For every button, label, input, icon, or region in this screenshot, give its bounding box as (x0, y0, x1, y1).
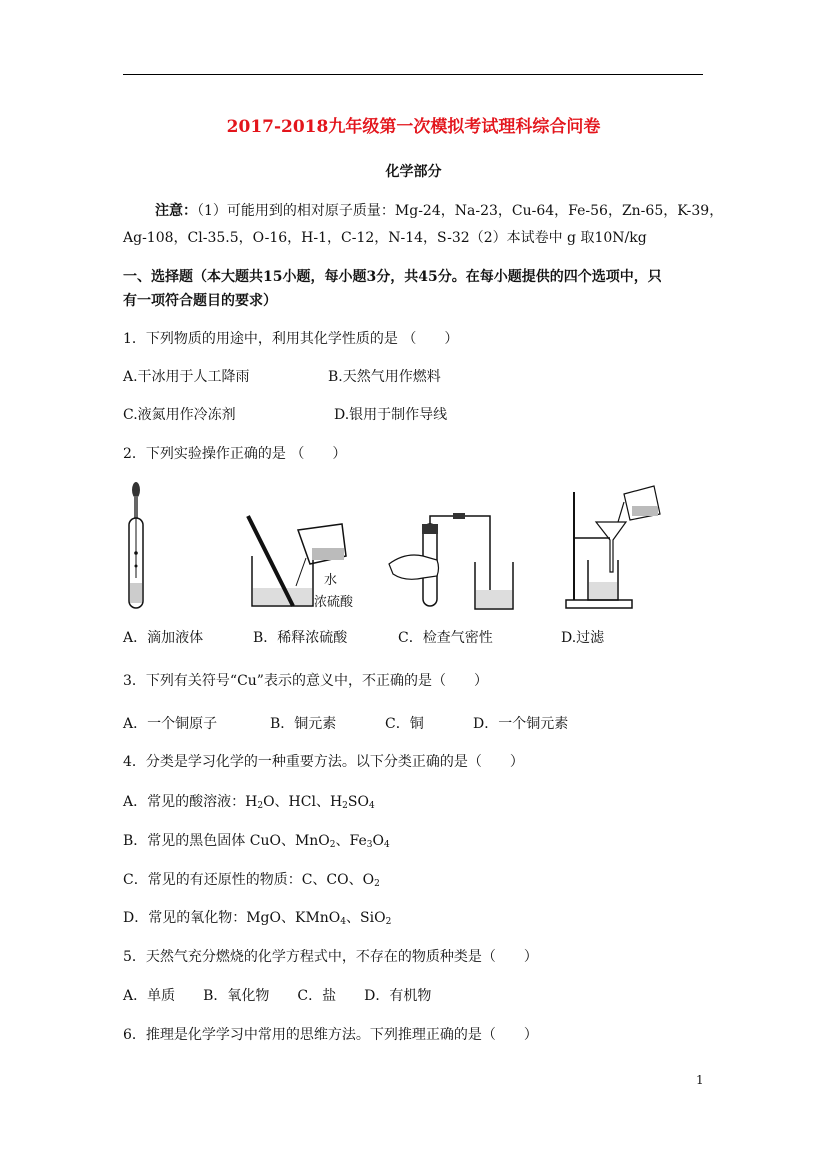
exam-title: 2017-2018九年级第一次模拟考试理科综合问卷 (226, 117, 601, 137)
q3-option-a: A．一个铜原子 (123, 716, 218, 732)
q2-option-a: A．滴加液体 (123, 630, 204, 646)
q1-option-b: B.天然气用作燃料 (328, 369, 441, 385)
notice-line-2: Ag-108，Cl-35.5，O-16，H-1，C-12，N-14，S-32（2）本试卷中 g 取10N/kg (123, 230, 647, 246)
q2-option-c: C．检查气密性 (398, 630, 493, 646)
filtration-figure (560, 482, 670, 612)
page-number: 1 (696, 1073, 704, 1087)
label-acid: 浓硫酸 (314, 595, 354, 610)
q5-stem: 5．天然气充分燃烧的化学方程式中，不存在的物质种类是（ ） (123, 949, 538, 965)
q2-option-d: D.过滤 (561, 630, 605, 646)
dilute-acid-figure (238, 508, 373, 613)
label-water: 水 (324, 573, 338, 588)
q3-option-d: D．一个铜元素 (473, 716, 569, 732)
dropper-figure (118, 478, 158, 613)
q6-stem: 6．推理是化学学习中常用的思维方法。下列推理正确的是（ ） (123, 1027, 538, 1043)
q2-option-b: B．稀释浓硫酸 (253, 630, 348, 646)
q3-stem: 3．下列有关符号“Cu”表示的意义中，不正确的是（ ） (123, 673, 488, 689)
q4-option-b: B．常见的黑色固体 CuO、MnO$_2$、$Fe_3O_4$ (123, 833, 390, 850)
q1-option-d: D.银用于制作导线 (334, 407, 448, 423)
q3-option-b: B．铜元素 (270, 716, 337, 732)
q1-option-a: A.干冰用于人工降雨 (123, 369, 250, 385)
airtightness-figure (385, 512, 525, 612)
q1-stem: 1．下列物质的用途中，利用其化学性质的是 （ ） (123, 331, 459, 347)
header-rule (123, 74, 703, 75)
q4-option-a: A．常见的酸溶液：$H_2O$、HCl、$H_2SO_4$ (123, 794, 375, 811)
section-title: 化学部分 (385, 164, 442, 180)
q2-stem: 2．下列实验操作正确的是 （ ） (123, 446, 347, 462)
q3-option-c: C．铜 (385, 716, 424, 732)
part1-heading-1: 一、选择题（本大题共15小题，每小题3分，共45分。在每小题提供的四个选项中，只 (123, 269, 662, 285)
q5-options: A．单质 B．氧化物 C．盐 D．有机物 (123, 988, 432, 1004)
notice-line-1: 注意：（1）可能用到的相对原子质量：Mg-24，Na-23，Cu-64，Fe-56，Zn-65，K-39， (155, 203, 724, 219)
notice-label: 注意： (155, 203, 197, 219)
q4-stem: 4．分类是学习化学的一种重要方法。以下分类正确的是（ ） (123, 754, 524, 770)
q4-option-d: D．常见的氧化物：MgO、KMnO$_4$、SiO$_2$ (123, 910, 392, 927)
q4-option-c: C．常见的有还原性的物质：C、CO、$O_2$ (123, 872, 380, 889)
q1-option-c: C.液氮用作冷冻剂 (123, 407, 236, 423)
part1-heading-2: 有一项符合题目的要求） (123, 293, 277, 309)
